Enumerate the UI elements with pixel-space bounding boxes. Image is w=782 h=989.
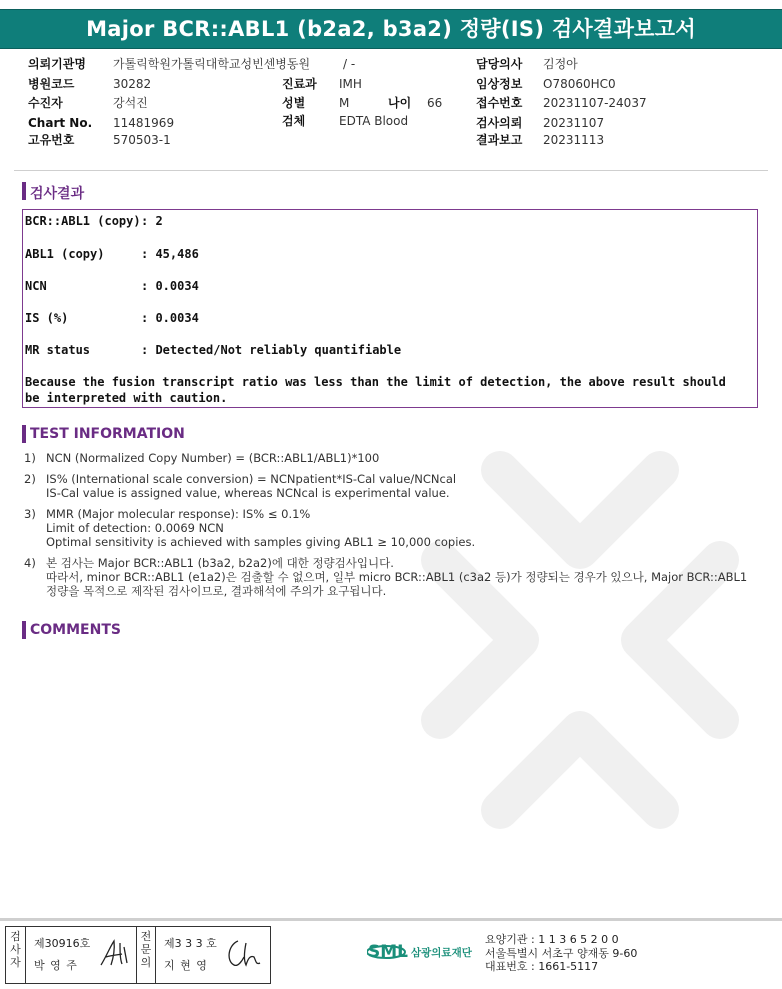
header-divider — [14, 170, 768, 171]
request-label: 검사의뢰 — [476, 116, 523, 130]
chart-label: Chart No. — [28, 116, 93, 130]
hospital-value: 가톨릭학원가톨릭대학교성빈센병동원 — [113, 57, 311, 71]
result-row-ncn: NCN : 0.0034 — [25, 279, 199, 293]
code-label: 병원코드 — [28, 77, 75, 91]
name-label: 수진자 — [28, 96, 63, 110]
signature-box — [5, 926, 271, 984]
code-value: 30282 — [113, 77, 152, 91]
doctor-label: 담당의사 — [476, 57, 523, 71]
request-value: 20231107 — [543, 116, 605, 130]
result-row-abl1: ABL1 (copy) : 45,486 — [25, 247, 199, 261]
results-box — [22, 209, 758, 408]
age-value: 66 — [427, 96, 443, 110]
test-info-list — [24, 451, 747, 605]
clinical-label: 임상정보 — [476, 77, 523, 91]
specimen-label: 검체 — [282, 114, 306, 128]
test-info-item: 4) 본 검사는 Major BCR::ABL1 (b3a2, b2a2)에 대한 정량검사입니다. 따라서, minor BCR::ABL1 (e1a2)은 검출할 수 없으며, 일부 micro BCR::ABL1 (c3a2 등)가 정량되는 경우가 있으나, Major BCR::ABL1 정량을 목적으로 제작된 검사이므로, 결과해석에 주의가 요구됩니다. — [24, 556, 748, 598]
results-section-marker — [22, 182, 26, 200]
unique-label: 고유번호 — [28, 133, 75, 147]
sml-logo-icon — [367, 932, 479, 968]
test-info-section-marker — [22, 425, 26, 443]
result-row-mr-status: MR status : Detected/Not reliably quantifiable — [25, 343, 402, 357]
result-row-bcr-abl1: BCR::ABL1 (copy): 2 — [25, 214, 163, 228]
sex-value: M — [339, 96, 350, 110]
doctor-license: 제3 3 3 호 — [164, 937, 217, 950]
org-address: 서울특별시 서초구 양재동 9-60 — [485, 946, 638, 960]
report-label: 결과보고 — [476, 133, 523, 147]
result-row-is: IS (%) : 0.0034 — [25, 311, 199, 325]
test-info-item: 2) IS% (International scale conversion) = NCNpatient*IS-Cal value/NCNcal IS-Cal value is assigned value, whereas NCNcal is experimental value. — [24, 472, 457, 500]
unique-value: 570503-1 — [113, 133, 171, 147]
org-name: 삼광의료재단 — [411, 947, 472, 959]
tester-name: 박 영 주 — [34, 959, 78, 972]
test-info-section-title: TEST INFORMATION — [30, 426, 185, 442]
sml-logo — [367, 932, 479, 972]
chart-value: 11481969 — [113, 116, 175, 130]
tester-label: 검사자 — [6, 927, 26, 983]
doctor-signature — [224, 935, 264, 973]
specimen-value: EDTA Blood — [339, 114, 409, 128]
sex-label: 성별 — [282, 96, 306, 110]
org-address-block — [485, 933, 637, 974]
test-info-item: 3) MMR (Major molecular response): IS% ≤ 0.1% Limit of detection: 0.0069 NCN Optimal sensitivity is achieved with samples giving ABL1 ≥ 10,000 copies. — [24, 507, 476, 549]
logo-text: SML — [368, 942, 408, 962]
institution-number: 요양기관 : 1 1 3 6 5 2 0 0 — [485, 933, 619, 946]
report-title: Major BCR::ABL1 (b2a2, b3a2) 정량(IS) 검사결과보고서 — [0, 9, 782, 49]
ward-value: / - — [343, 57, 356, 71]
org-phone: 대표번호 : 1661-5117 — [485, 960, 599, 973]
comments-section-title: COMMENTS — [30, 622, 121, 638]
doctor-name: 지 현 영 — [164, 959, 208, 972]
hospital-label: 의뢰기관명 — [28, 57, 86, 71]
clinical-value: O78060HC0 — [543, 77, 616, 91]
results-section-title: 검사결과 — [30, 186, 85, 202]
dept-label: 진료과 — [282, 77, 317, 91]
name-value: 강석진 — [113, 96, 148, 110]
doctor-value: 김정아 — [543, 57, 578, 71]
receipt-label: 접수번호 — [476, 96, 523, 110]
doctor-sign-label: 전문의 — [136, 927, 156, 983]
dept-value: IMH — [339, 77, 362, 91]
age-label: 나이 — [388, 96, 412, 110]
report-value: 20231113 — [543, 133, 605, 147]
test-info-item: 1) NCN (Normalized Copy Number) = (BCR::ABL1/ABL1)*100 — [24, 451, 380, 465]
result-note: Because the fusion transcript ratio was less than the limit of detection, the above result should be interpreted with caution. — [25, 375, 726, 405]
comments-section-marker — [22, 621, 26, 639]
receipt-value: 20231107-24037 — [543, 96, 647, 110]
tester-signature — [98, 937, 134, 971]
tester-license: 제30916호 — [34, 937, 91, 950]
footer-divider — [0, 918, 782, 921]
